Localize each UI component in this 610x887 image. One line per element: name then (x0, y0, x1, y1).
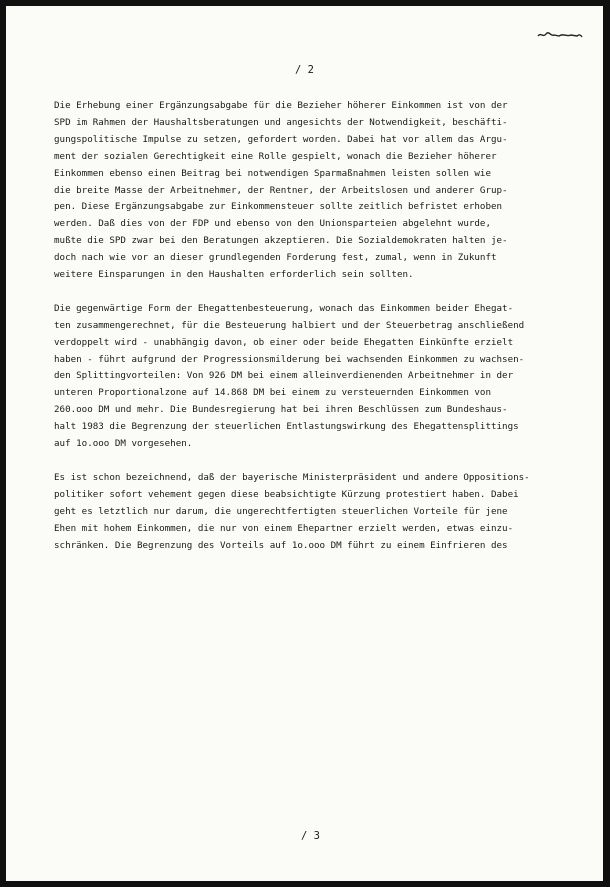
text-line: Die Erhebung einer Ergänzungsabgabe für die Bezieher höherer Einkommen ist von der (54, 100, 508, 111)
text-line: die breite Masse der Arbeitnehmer, der Rentner, der Arbeitslosen und anderer Grup- (54, 184, 508, 196)
text-line: politiker sofort vehement gegen diese beabsichtigte Kürzung protestiert haben. Dabei (54, 488, 519, 500)
body-text (54, 98, 574, 571)
handwritten-mark (537, 31, 583, 39)
text-line: doch nach wie vor an dieser grundlegenden Forderung fest, zumal, wenn in Zukunft (54, 252, 497, 264)
paragraph-1 (54, 98, 574, 284)
text-line: Die gegenwärtige Form der Ehegattenbesteuerung, wonach das Einkommen beider Ehegat- (54, 302, 514, 314)
text-line: unteren Proportionalzone auf 14.868 DM bei einem zu versteuernden Einkommen von (54, 387, 491, 399)
text-line: 260.ooo DM und mehr. Die Bundesregierung hat bei ihren Beschlüssen zum Bundeshaus- (54, 404, 508, 416)
text-line: ment der sozialen Gerechtigkeit eine Rolle gespielt, wonach die Bezieher höherer (54, 150, 497, 162)
text-line: Einkommen ebenso einen Beitrag bei notwendigen Sparmaßnahmen leisten sollen wie (54, 167, 491, 179)
text-line: verdoppelt wird - unabhängig davon, ob einer oder beide Ehegatten Einkünfte erzielt (54, 336, 514, 348)
text-line: auf 1o.ooo DM vorgesehen. (54, 438, 193, 450)
text-line: gungspolitische Impulse zu setzen, gefordert worden. Dabei hat vor allem das Argu- (54, 133, 508, 145)
page-number-header: / 2 (295, 64, 314, 76)
text-line: SPD im Rahmen der Haushaltsberatungen und angesichts der Notwendigkeit, beschäfti- (54, 116, 508, 128)
text-line: weitere Einsparungen in den Haushalten erforderlich sein sollten. (54, 269, 414, 281)
text-line: schränken. Die Begrenzung des Vorteils auf 1o.ooo DM führt zu einem Einfrieren des (54, 539, 508, 551)
text-line: ten zusammengerechnet, für die Besteuerung halbiert und der Steuerbetrag anschließend (54, 319, 525, 331)
text-line: Es ist schon bezeichnend, daß der bayerische Ministerpräsident und andere Oppositions- (54, 471, 530, 483)
text-line: werden. Daß dies von der FDP und ebenso von den Unionsparteien abgelehnt wurde, (54, 218, 491, 230)
document-page (6, 6, 603, 881)
paragraph-2 (54, 301, 574, 453)
page-number-footer: / 3 (301, 830, 320, 842)
text-line: pen. Diese Ergänzungsabgabe zur Einkommensteuer sollte zeitlich befristet erhoben (54, 201, 503, 213)
paragraph-3 (54, 470, 574, 555)
text-line: Ehen mit hohem Einkommen, die nur von einem Ehepartner erzielt werden, etwas einzu- (54, 522, 514, 534)
text-line: geht es letztlich nur darum, die ungerechtfertigten steuerlichen Vorteile für jene (54, 505, 508, 517)
text-line: mußte die SPD zwar bei den Beratungen akzeptieren. Die Sozialdemokraten halten je- (54, 235, 508, 247)
text-line: den Splittingvorteilen: Von 926 DM bei einem alleinverdienenden Arbeitnehmer in der (54, 370, 514, 382)
text-line: halt 1983 die Begrenzung der steuerlichen Entlastungswirkung des Ehegattensplittings (54, 421, 519, 433)
text-line: haben - führt aufgrund der Progressionsmilderung bei wachsenden Einkommen zu wachsen- (54, 353, 525, 365)
